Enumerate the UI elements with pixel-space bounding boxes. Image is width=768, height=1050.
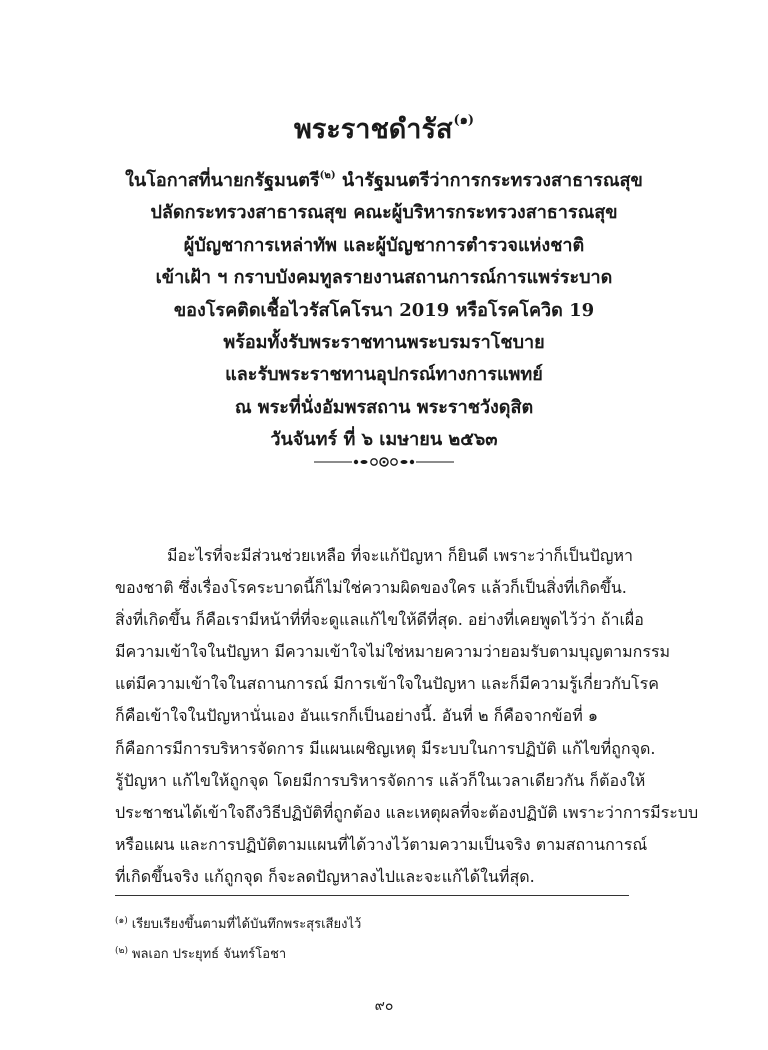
footnote-divider xyxy=(115,895,629,896)
title-text: พระราชดำรัส xyxy=(293,114,453,145)
page-title xyxy=(0,107,768,150)
paragraph-line: มีอะไรที่จะมีส่วนช่วยเหลือ ที่จะแก้ปัญหา ก็ยินดี เพราะว่าก็เป็นปัญหา xyxy=(167,546,633,565)
heading-line: ณ พระที่นั่งอัมพรสถาน พระราชวังดุสิต xyxy=(234,396,534,418)
title-footnote-mark: (๑) xyxy=(453,113,475,128)
paragraph-line: ก็คือการมีการบริหารจัดการ มีแผนเผชิญเหตุ มีระบบในการปฏิบัติ แก้ไขที่ถูกจุด. xyxy=(115,738,656,758)
heading-line: เข้าเฝ้า ฯ กราบบังคมทูลรายงานสถานการณ์การแพร่ระบาด xyxy=(155,267,613,289)
heading-footnote-mark: (๒) xyxy=(319,170,336,181)
paragraph-line: ก็คือเข้าใจในปัญหานั่นเอง อันแรกก็เป็นอย่างนี้. อันที่ ๒ ก็คือจากข้อที่ ๑ xyxy=(115,706,598,726)
heading-line: พร้อมทั้งรับพระราชทานพระบรมราโชบาย xyxy=(223,332,545,354)
heading-line-text: นำรัฐมนตรีว่าการกระทรวงสาธารณสุข xyxy=(335,170,643,191)
paragraph-line: สิ่งที่เกิดขึ้น ก็คือเรามีหน้าที่ที่จะดูแลแก้ไขให้ดีที่สุด. อย่างที่เคยพูดไว้ว่า ถ้าเผื่อ xyxy=(115,610,644,630)
footnote-mark: (๑) xyxy=(115,916,128,926)
paragraph-line: ของชาติ ซึ่งเรื่องโรคระบาดนี้ก็ไม่ใช่ความผิดของใคร แล้วก็เป็นสิ่งที่เกิดขึ้น. xyxy=(115,578,627,598)
footnote-item xyxy=(115,908,635,938)
paragraph-line: ที่เกิดขึ้นจริง แก้ถูกจุด ก็จะลดปัญหาลงไปและจะแก้ได้ในที่สุด. xyxy=(115,866,535,886)
footnote-text: พลเอก ประยุทธ์ จันทร์โอชา xyxy=(131,947,287,962)
heading-line: ปลัดกระทรวงสาธารณสุข คณะผู้บริหารกระทรวงสาธารณสุข xyxy=(150,202,618,224)
footnote-mark: (๒) xyxy=(115,946,128,956)
heading-line xyxy=(40,160,728,197)
footnote-item xyxy=(115,938,635,968)
footnotes xyxy=(115,908,635,968)
page-number: ๙๐ xyxy=(374,998,394,1014)
heading-line: ของโรคติดเชื้อไวรัสโคโรนา 2019 หรือโรคโควิด 19 xyxy=(173,299,595,321)
occasion-heading xyxy=(40,160,728,457)
ornament-divider-icon xyxy=(312,452,456,472)
paragraph-line: ประชาชนได้เข้าใจถึงวิธีปฏิบัติที่ถูกต้อง และเหตุผลที่จะต้องปฏิบัติ เพราะว่าการมีระบบ xyxy=(115,802,699,822)
heading-line: วันจันทร์ ที่ ๖ เมษายน ๒๕๖๓ xyxy=(270,429,498,451)
paragraph-line: หรือแผน และการปฏิบัติตามแผนที่ได้วางไว้ตามความเป็นจริง ตามสถานการณ์ xyxy=(115,834,648,854)
paragraph-line: มีความเข้าใจในปัญหา มีความเข้าใจไม่ใช่หมายความว่ายอมรับตามบุญตามกรรม xyxy=(115,642,671,662)
footnote-text: เรียบเรียงขึ้นตามที่ได้บันทึกพระสุรเสียงไว้ xyxy=(131,917,362,932)
heading-line: ผู้บัญชาการเหล่าทัพ และผู้บัญชาการตำรวจแห่งชาติ xyxy=(183,234,585,256)
heading-line-text: ในโอกาสที่นายกรัฐมนตรี xyxy=(125,170,320,191)
speech-paragraph xyxy=(115,540,699,893)
paragraph-line: แต่มีความเข้าใจในสถานการณ์ มีการเข้าใจในปัญหา และก็มีความรู้เกี่ยวกับโรค xyxy=(115,674,659,694)
heading-line: และรับพระราชทานอุปกรณ์ทางการแพทย์ xyxy=(225,364,543,386)
paragraph-line: รู้ปัญหา แก้ไขให้ถูกจุด โดยมีการบริหารจัดการ แล้วก็ในเวลาเดียวกัน ก็ต้องให้ xyxy=(115,770,646,790)
